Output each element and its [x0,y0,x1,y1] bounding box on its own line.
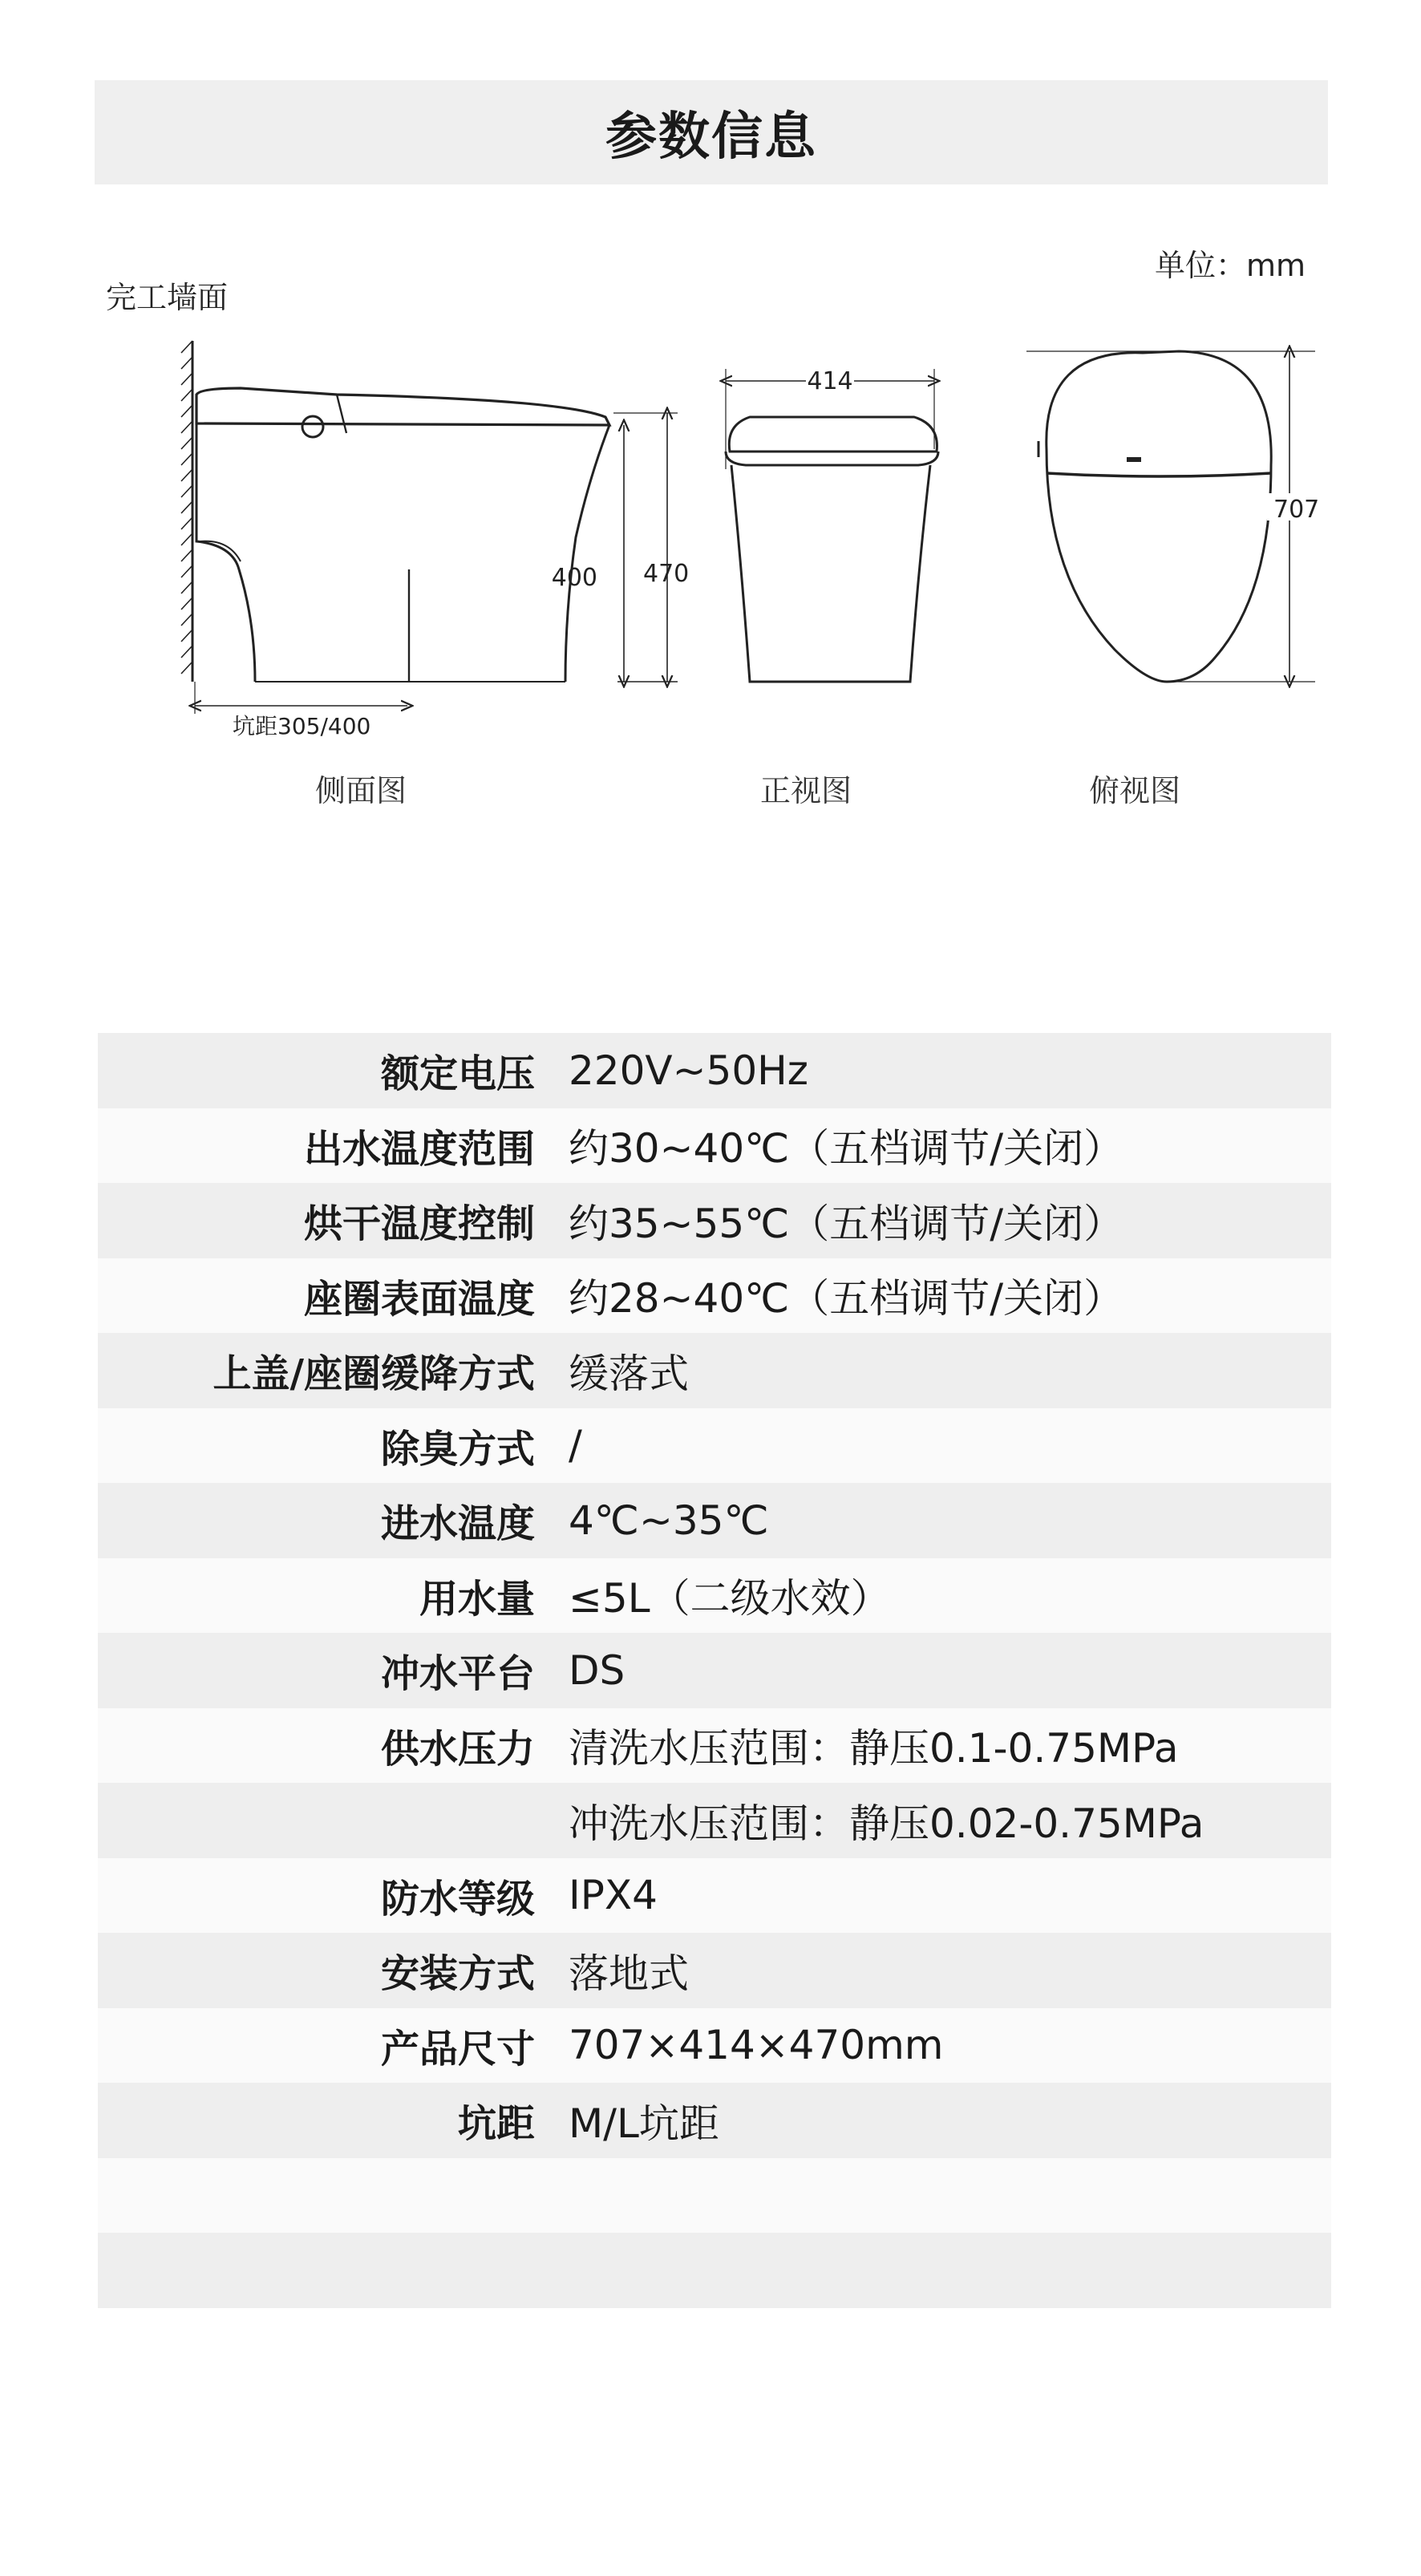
table-row [98,1033,1331,1108]
table-row [98,1108,1331,1184]
table-row [98,1933,1331,2008]
spec-value: 220V~50Hz [569,1047,808,1094]
spec-value: 缓落式 [569,1350,689,1397]
spec-value: M/L坑距 [569,2100,719,2147]
unit-label: 单位：mm [1155,248,1306,283]
spec-key: 烘干温度控制 [303,1201,535,1247]
side-dim-400: 400 [551,564,597,592]
table-row [98,1558,1331,1634]
spec-key: 进水温度 [380,1501,535,1547]
table-row [98,1858,1331,1934]
table-row [98,2008,1331,2084]
spec-value: DS [569,1646,625,1694]
table-row [98,2233,1331,2308]
table-row [98,2083,1331,2158]
side-dim-rough-in: 坑距305/400 [233,713,371,739]
side-view-drawing [181,341,678,714]
table-row [98,2158,1331,2234]
table-row [98,1258,1331,1334]
wall-label: 完工墙面 [106,280,229,315]
spec-table [98,1033,1331,2308]
table-row [98,1483,1331,1558]
table-row [98,1333,1331,1408]
spec-value: 707×414×470mm [569,2022,944,2069]
spec-value: 清洗水压范围：静压0.1-0.75MPa [569,1725,1179,1772]
spec-key: 安装方式 [380,1951,535,1997]
spec-value: / [569,1422,582,1469]
top-view-label: 俯视图 [1089,773,1181,808]
spec-key: 冲水平台 [380,1651,535,1697]
spec-key: 除臭方式 [380,1426,535,1472]
table-row [98,1708,1331,1784]
dimension-drawings [0,305,1421,754]
spec-key: 坑距 [457,2101,535,2147]
spec-key: 供水压力 [380,1726,535,1772]
front-dim-414: 414 [807,367,853,395]
spec-value: 落地式 [569,1950,689,1997]
spec-value: 4℃~35℃ [569,1497,769,1544]
spec-value: 约28~40℃（五档调节/关闭） [569,1275,1124,1322]
table-row [98,1408,1331,1484]
spec-value: 约30~40℃（五档调节/关闭） [569,1125,1124,1173]
spec-value: 约35~55℃（五档调节/关闭） [569,1200,1124,1247]
side-view-label: 侧面图 [315,773,407,808]
spec-value: 冲洗水压范围：静压0.02-0.75MPa [569,1800,1204,1847]
spec-key: 上盖/座圈缓降方式 [213,1351,535,1397]
spec-key: 额定电压 [380,1051,535,1097]
side-dim-470: 470 [643,560,690,588]
front-view-drawing [726,369,938,682]
spec-key: 产品尺寸 [380,2026,535,2072]
spec-value: ≤5L（二级水效） [569,1575,891,1622]
spec-key: 用水量 [419,1576,535,1622]
title-bar [95,80,1328,184]
front-view-label: 正视图 [760,773,852,808]
spec-value: IPX4 [569,1872,658,1919]
spec-key: 出水温度范围 [303,1126,535,1172]
table-row [98,1183,1331,1258]
table-row [98,1633,1331,1708]
table-row [98,1783,1331,1858]
spec-key: 防水等级 [380,1876,535,1922]
page-title: 参数信息 [605,107,817,167]
spec-key: 座圈表面温度 [303,1276,535,1322]
top-dim-707: 707 [1273,496,1320,524]
